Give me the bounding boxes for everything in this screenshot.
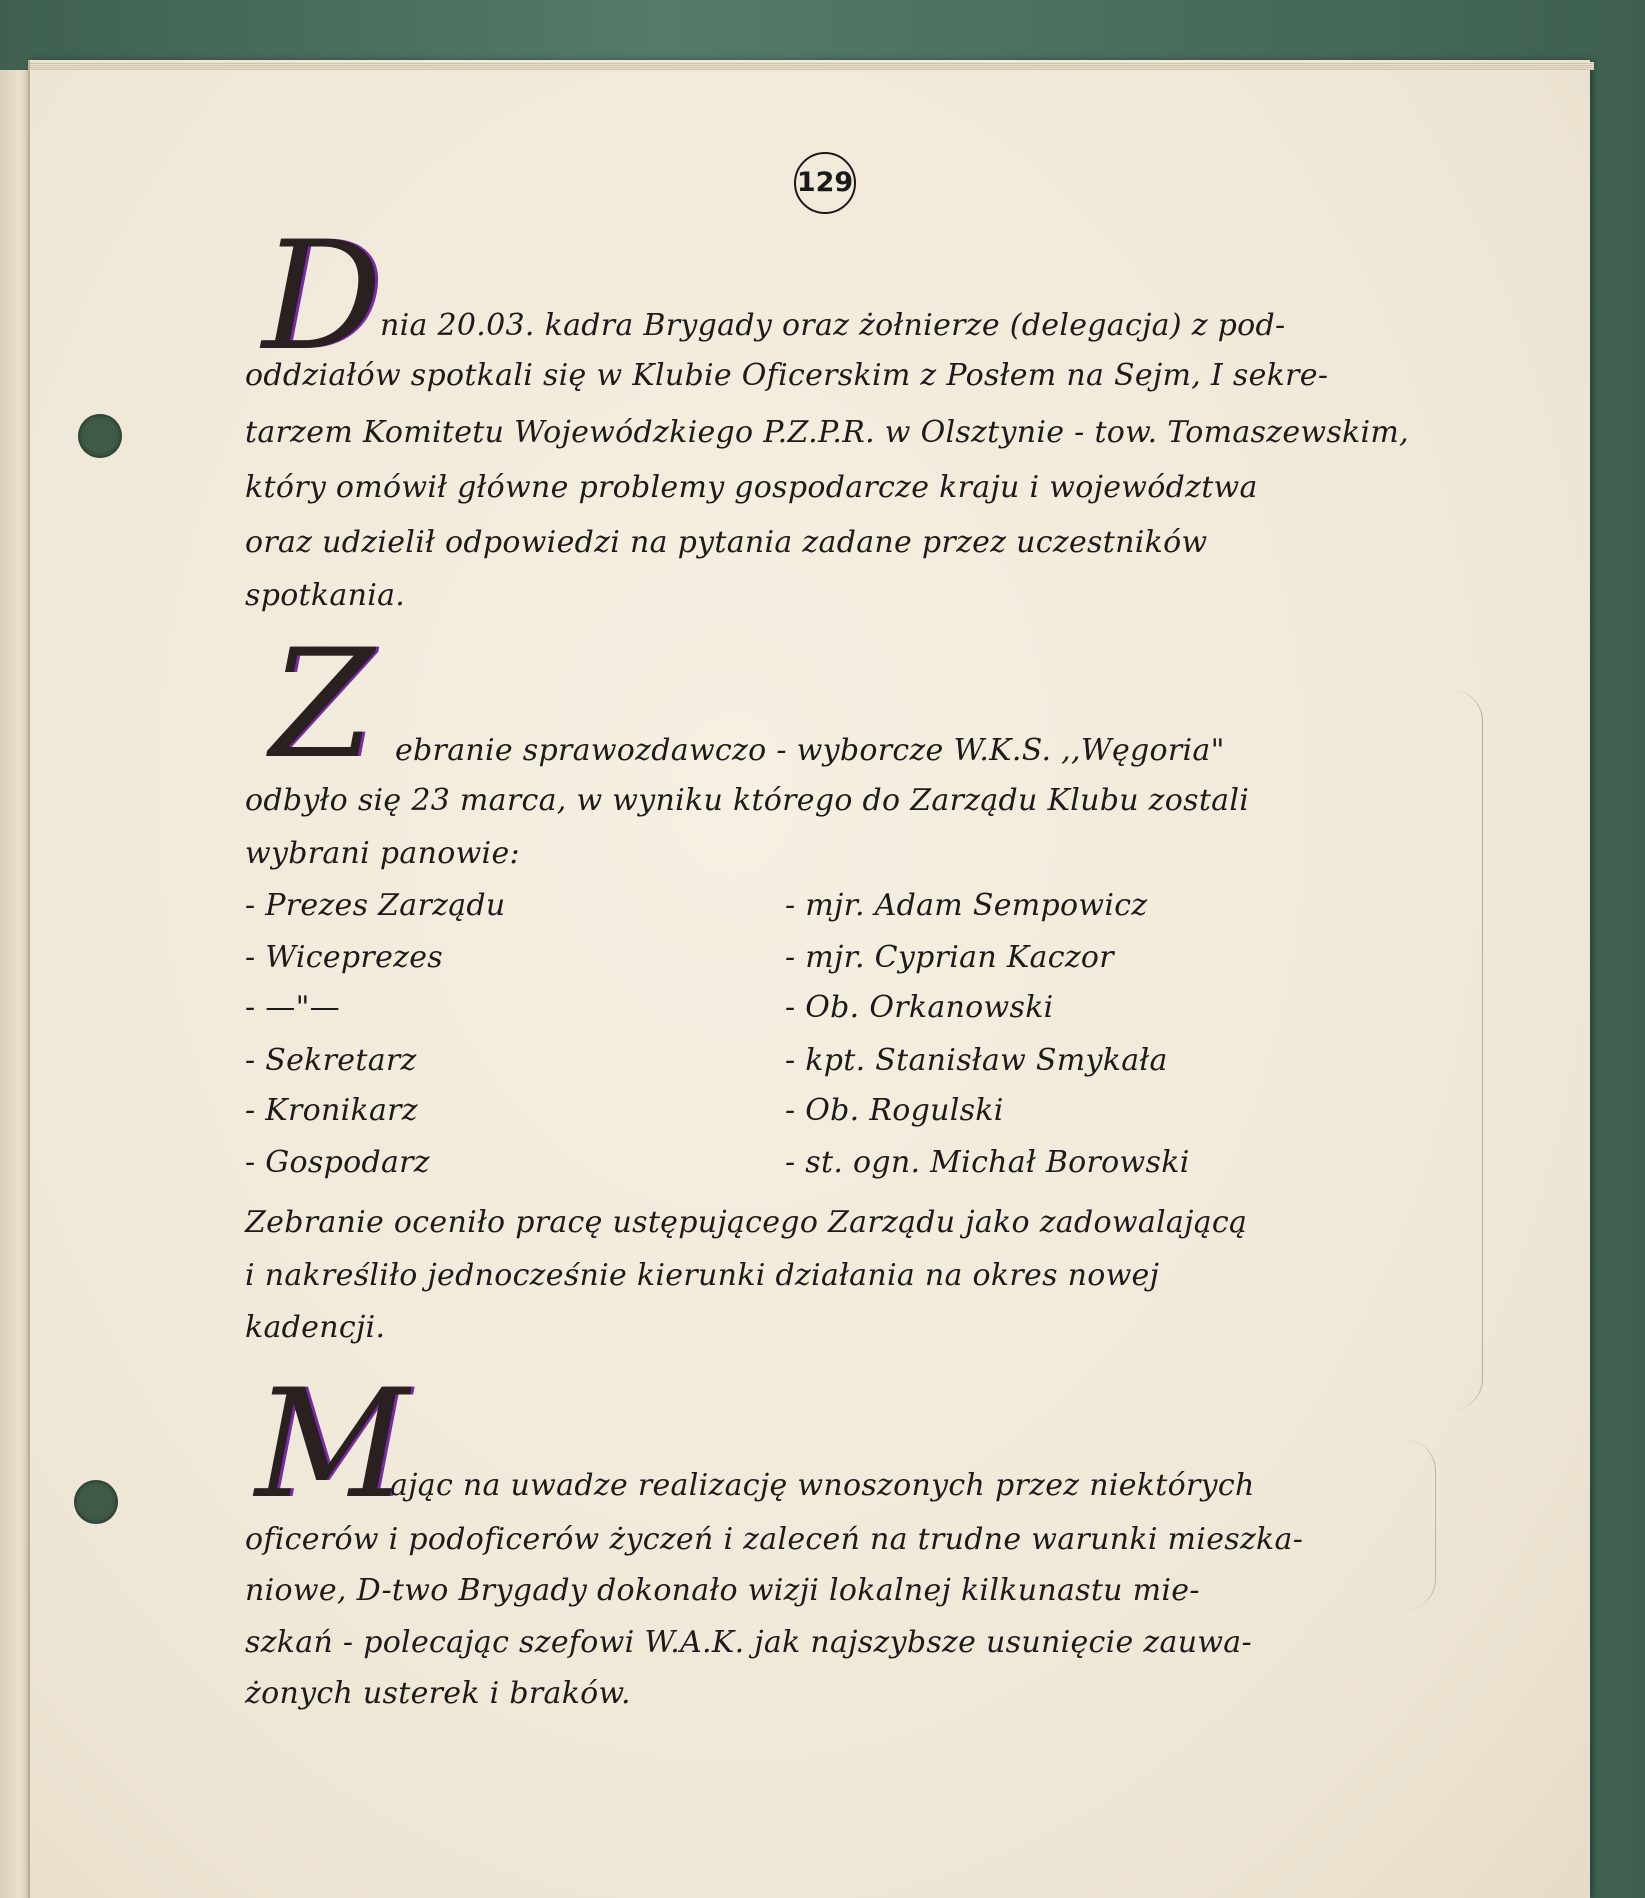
board-member: - mjr. Cyprian Kaczor	[785, 940, 1114, 975]
board-member: - st. ogn. Michał Borowski	[785, 1145, 1190, 1180]
binder-hole-top	[78, 414, 122, 458]
text-line: oddziałów spotkali się w Klubie Oficerskim z Posłem na Sejm, I sekre-	[245, 358, 1329, 393]
board-member: - Ob. Rogulski	[785, 1093, 1004, 1128]
text-line: i nakreśliło jednocześnie kierunki działania na okres nowej	[245, 1258, 1160, 1293]
board-role: - —"—	[245, 990, 340, 1025]
text-line: Zebranie oceniło pracę ustępującego Zarządu jako zadowalającą	[245, 1205, 1248, 1240]
text-line: oficerów i podoficerów życzeń i zaleceń na trudne warunki mieszka-	[245, 1522, 1304, 1557]
text-line: żonych usterek i braków.	[245, 1676, 631, 1711]
board-member: - kpt. Stanisław Smykała	[785, 1043, 1168, 1078]
text-line: szkań - polecając szefowi W.A.K. jak najszybsze usunięcie zauwa-	[245, 1625, 1252, 1660]
text-line: wybrani panowie:	[245, 836, 520, 871]
drop-cap-d: D	[262, 210, 383, 384]
board-role: - Prezes Zarządu	[245, 888, 506, 923]
drop-cap-z: Z	[270, 618, 375, 792]
drop-cap-m: M	[255, 1358, 409, 1532]
text-line: niowe, D-two Brygady dokonało wizji lokalnej kilkunastu mie-	[245, 1573, 1200, 1608]
pencil-margin-mark	[1452, 690, 1483, 1410]
board-member: - mjr. Adam Sempowicz	[785, 888, 1148, 923]
text-line: który omówił główne problemy gospodarcze kraju i województwa	[245, 470, 1258, 505]
board-role: - Gospodarz	[245, 1145, 430, 1180]
page-number: 129	[794, 152, 856, 214]
text-line: odbyło się 23 marca, w wyniku którego do Zarządu Klubu zostali	[245, 783, 1250, 818]
board-role: - Wiceprezes	[245, 940, 443, 975]
board-member: - Ob. Orkanowski	[785, 990, 1054, 1025]
text-line: kadencji.	[245, 1310, 386, 1345]
text-line: nia 20.03. kadra Brygady oraz żołnierze (delegacja) z pod-	[380, 308, 1286, 343]
board-role: - Kronikarz	[245, 1093, 418, 1128]
text-line: ebranie sprawozdawczo - wyborcze W.K.S. ,,Węgoria"	[395, 733, 1225, 768]
board-role: - Sekretarz	[245, 1043, 417, 1078]
text-line: spotkania.	[245, 578, 406, 613]
page-stack-edge	[30, 62, 1594, 70]
pencil-margin-mark	[1405, 1440, 1436, 1610]
text-line: tarzem Komitetu Wojewódzkiego P.Z.P.R. w Olsztynie - tow. Tomaszewskim,	[245, 415, 1410, 450]
binder-hole-bottom	[74, 1480, 118, 1524]
text-line: oraz udzielił odpowiedzi na pytania zadane przez uczestników	[245, 525, 1208, 560]
text-line: ając na uwadze realizację wnoszonych przez niektórych	[390, 1468, 1255, 1503]
